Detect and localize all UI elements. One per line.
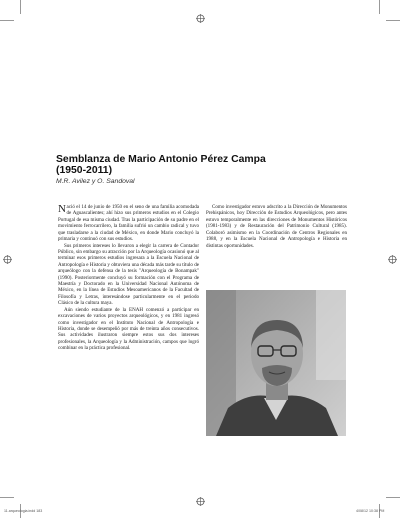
paragraph: Aún siendo estudiante de la ENAH comenzó a participar en excavaciones de varios proyectos arqueológicos, y en 1981 ingresó como investigador en el Instituto Nacional de Antropología e Historia, donde se desempeñó por más de treinta años consecutivos. Sus actividades ilustraron siempre estos sus dos intereses profesionales, la Arqueología y la Administración, campos que logró combinar en la práctica profesional.	[58, 306, 199, 352]
crop-mark	[379, 0, 380, 14]
footer-file-info: 11.arqueologia.indd 183	[4, 509, 43, 513]
article-authors: M.R. Avilez y O. Sandoval	[56, 178, 135, 185]
drop-cap: N	[58, 202, 66, 215]
registration-mark-right	[388, 255, 397, 264]
registration-mark-bottom	[196, 497, 205, 506]
portrait-photo	[206, 290, 346, 436]
crop-mark	[386, 497, 400, 498]
paragraph: Sus primeros intereses lo llevaron a elegir la carrera de Contador Público, sin embargo su atracción por la Arqueología ocasionó que al terminar esos primeros estudios ingresara a la Escuela Nacional de Antropología e Historia y obtuviera una década más tarde su título de arqueólogo con la defensa de la tesis "Arqueología de Bonampak" (1990). Posteriormente concluyó su formación con el Programa de Maestría y Doctorado en la Universidad Nacional Autónoma de México, en la línea de Estudios Mesoamericanos de la Facultad de Filosofía y Letras, interesándose particularmente en el periodo Clásico de la cultura maya.	[58, 242, 199, 307]
footer-timestamp: 4/08/12 10:38 PM	[356, 509, 385, 513]
article-title-line1: Semblanza de Mario Antonio Pérez Campa	[56, 154, 266, 165]
crop-mark	[0, 497, 14, 498]
article-title-line2: (1950-2011)	[56, 165, 113, 176]
registration-mark-top	[196, 14, 205, 23]
text-column-right	[206, 204, 347, 249]
crop-mark	[0, 20, 14, 21]
crop-mark	[386, 20, 400, 21]
paragraph: Como investigador estuvo adscrito a la Dirección de Monumentos Prehispánicos, hoy Dirección de Estudios Arqueológicos, pero antes estuvo temporalmente en las direcciones de Monumentos Históricos (1981-1983) y de Restauración del Patrimonio Cultural (1985). Colaboró asimismo en la Coordinación de Centros Regionales en 1988, y en la Escuela Nacional de Antropología e Historia en distintas oportunidades.	[206, 204, 347, 249]
article-title	[56, 154, 356, 176]
registration-mark-left	[3, 255, 12, 264]
crop-mark	[20, 0, 21, 14]
text-column-left	[58, 204, 199, 352]
paragraph: Nació el 14 de junio de 1950 en el seno de una familia acomodada de Aguascalientes; ahí hizo sus primeros estudios en el Colegio Portugal de esa misma ciudad. Tras la participación de su padre en el movimiento ferrocarrilero, la familia sufrió un cambio radical y tuvo que trasladarse a la ciudad de México, en donde Mario concluyó la primaria y continuó con sus estudios.	[58, 202, 199, 243]
